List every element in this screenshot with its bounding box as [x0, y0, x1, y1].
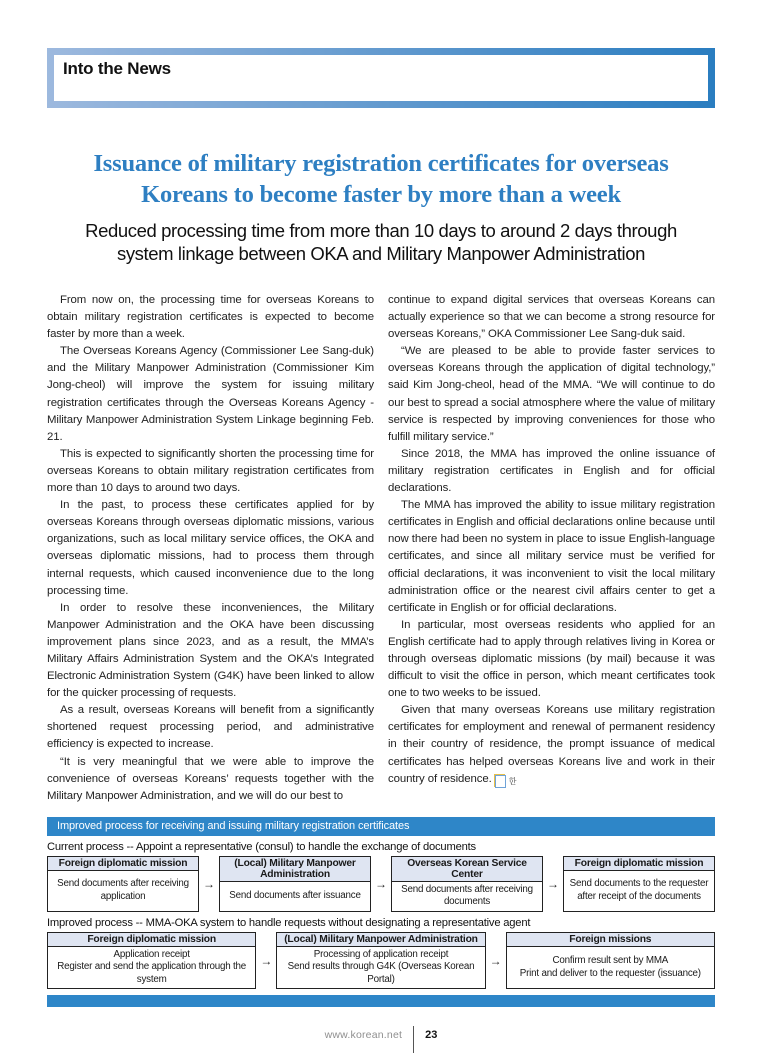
paragraph: continue to expand digital services that overseas Koreans can actually experience so that we can become a strong resource for overseas Koreans,” OKA Commissioner Lee Sang-duk said. — [388, 294, 715, 341]
flow-box-title: (Local) Military Manpower Administration — [220, 857, 370, 882]
arrow-right-icon: → — [489, 953, 502, 968]
process-diagram — [47, 817, 715, 1008]
page-subtitle: Reduced processing time from more than 10 days to around 2 days through system linkage between OKA and Military Manpower Administration — [85, 220, 677, 264]
flow-box-line: Send results through G4K (Overseas Korean Portal) — [287, 961, 475, 985]
section-header — [54, 55, 708, 101]
flow-box-title: Foreign diplomatic mission — [48, 933, 255, 947]
page-footer — [47, 1026, 715, 1053]
paragraph: In particular, most overseas residents who applied for an English certificate had to apply through relatives living in Korea or through overseas diplomatic missions (by mail) because it was difficult to visit the office in person, which meant certificates took one to two weeks to be issued. — [388, 618, 715, 700]
page — [47, 0, 715, 1053]
flow-box-line: Application receipt — [113, 948, 190, 960]
left-column — [47, 292, 374, 805]
paragraph-text: Given that many overseas Koreans use military registration certificates for employment and renewal of permanent residency in their country of residence, the prompt issuance of medical certificates has helped overseas Koreans live and work in their country of residence. — [388, 704, 715, 785]
flow-box-body: Send documents after receiving documents — [401, 883, 533, 908]
flow-box-body: Send documents to the requester after receipt of the documents — [569, 878, 709, 902]
footer-url: www.korean.net — [324, 1029, 403, 1042]
flow-box-body — [48, 947, 255, 989]
flow-box-title: Foreign diplomatic mission — [564, 857, 714, 871]
flow-box-line: Confirm result sent by MMA — [552, 955, 669, 967]
flow-box-title: Foreign missions — [507, 933, 714, 947]
page-number: 23 — [425, 1029, 438, 1042]
end-mark-icon: 한 — [495, 775, 506, 788]
improved-process-row — [47, 932, 715, 990]
article-body — [47, 292, 715, 805]
flow-box-body — [277, 947, 484, 989]
current-process-row — [47, 856, 715, 912]
flow-box-line: Print and deliver to the requester (issuance) — [519, 967, 701, 979]
flow-box-title: Overseas Korean Service Center — [392, 857, 542, 882]
flow-box-title: Foreign diplomatic mission — [48, 857, 198, 871]
arrow-right-icon: → — [375, 876, 387, 891]
flow-box-body — [507, 947, 714, 989]
flow-box-body: Send documents after receiving application — [57, 878, 189, 902]
page-title: Issuance of military registration certificates for overseas Koreans to become faster by more than a week — [93, 150, 669, 208]
current-process-label: Current process -- Appoint a representative (consul) to handle the exchange of documents — [47, 840, 476, 853]
paragraph: “We are pleased to be able to provide faster services to overseas Koreans through the application of digital technology,” said Kim Jong-cheol, head of the MMA. “We will continue to do our best to spread a social atmosphere where the value of military service is respected by improving conveniences for those who fulfill military service.” — [388, 345, 715, 443]
arrow-right-icon: → — [203, 876, 215, 891]
paragraph: “It is very meaningful that we were able to improve the convenience of overseas Koreans’ requests together with the Military Manpower Administration, and we will do our best to — [47, 755, 374, 802]
flow-box — [506, 932, 715, 990]
flow-box-title: (Local) Military Manpower Administration — [277, 933, 484, 947]
paragraph: Since 2018, the MMA has improved the online issuance of military registration certificates in English and for official declarations. — [388, 447, 715, 495]
flow-box — [47, 932, 256, 990]
paragraph: In order to resolve these inconveniences, the Military Manpower Administration and the OKA have been discussing improvement plans since 2023, and as a result, the MMA’s Military Affairs Administration System and the OKA’s Integrated Electronic Administration System (G4K) have been linked to allow for the quicker processing of requests. — [47, 601, 374, 700]
arrow-right-icon: → — [260, 953, 273, 968]
flow-box — [219, 856, 371, 912]
flow-box — [47, 856, 199, 912]
diagram-title-banner: Improved process for receiving and issuing military registration certificates — [47, 817, 715, 836]
right-column — [388, 292, 715, 805]
paragraph: In the past, to process these certificates applied for by overseas Koreans through overseas diplomatic missions, various organizations, such as local military service offices, the OKA and overseas diplomatic missions, had to process them through internal requests, which caused inconvenience due to the long processing time. — [47, 499, 374, 597]
flow-box — [391, 856, 543, 912]
paragraph — [388, 702, 715, 787]
arrow-right-icon: → — [547, 876, 559, 891]
diagram-bottom-bar — [47, 995, 715, 1007]
flow-box — [563, 856, 715, 912]
paragraph: The Overseas Koreans Agency (Commissioner Lee Sang-duk) and the Military Manpower Administration (Commissioner Kim Jong-cheol) will improve the system for issuing military registration certificates through the Overseas Koreans Agency - Military Manpower Administration System Linkage beginning Feb. 21. — [47, 345, 374, 443]
paragraph: This is expected to significantly shorten the processing time for overseas Koreans to obtain military registration certificates from more than 10 days to around two days. — [47, 447, 374, 495]
flow-box-line: Processing of application receipt — [313, 948, 449, 960]
paragraph: The MMA has improved the ability to issue military registration certificates in English and official declarations online because until now there had been no system in place to issue English-language certificates, and since all military service must be verified for official declarations, it was inconvenient to visit the local military administration office or the nearest civil affairs center to get a certificate in English or for official declarations. — [388, 499, 715, 614]
improved-process-label: Improved process -- MMA-OKA system to handle requests without designating a representative agent — [47, 916, 531, 929]
paragraph: From now on, the processing time for overseas Koreans to obtain military registration certificates is expected to become faster by more than a week. — [47, 294, 374, 341]
flow-box — [276, 932, 485, 990]
flow-box-line: Register and send the application through the system — [57, 961, 247, 985]
section-label: Into the News — [63, 59, 171, 78]
paragraph: As a result, overseas Koreans will benefit from a significantly shortened request processing period, and administrative efficiency is expected to increase. — [47, 704, 374, 751]
section-header-frame — [47, 48, 715, 108]
flow-box-body: Send documents after issuance — [229, 890, 361, 902]
footer-divider — [413, 1026, 414, 1053]
